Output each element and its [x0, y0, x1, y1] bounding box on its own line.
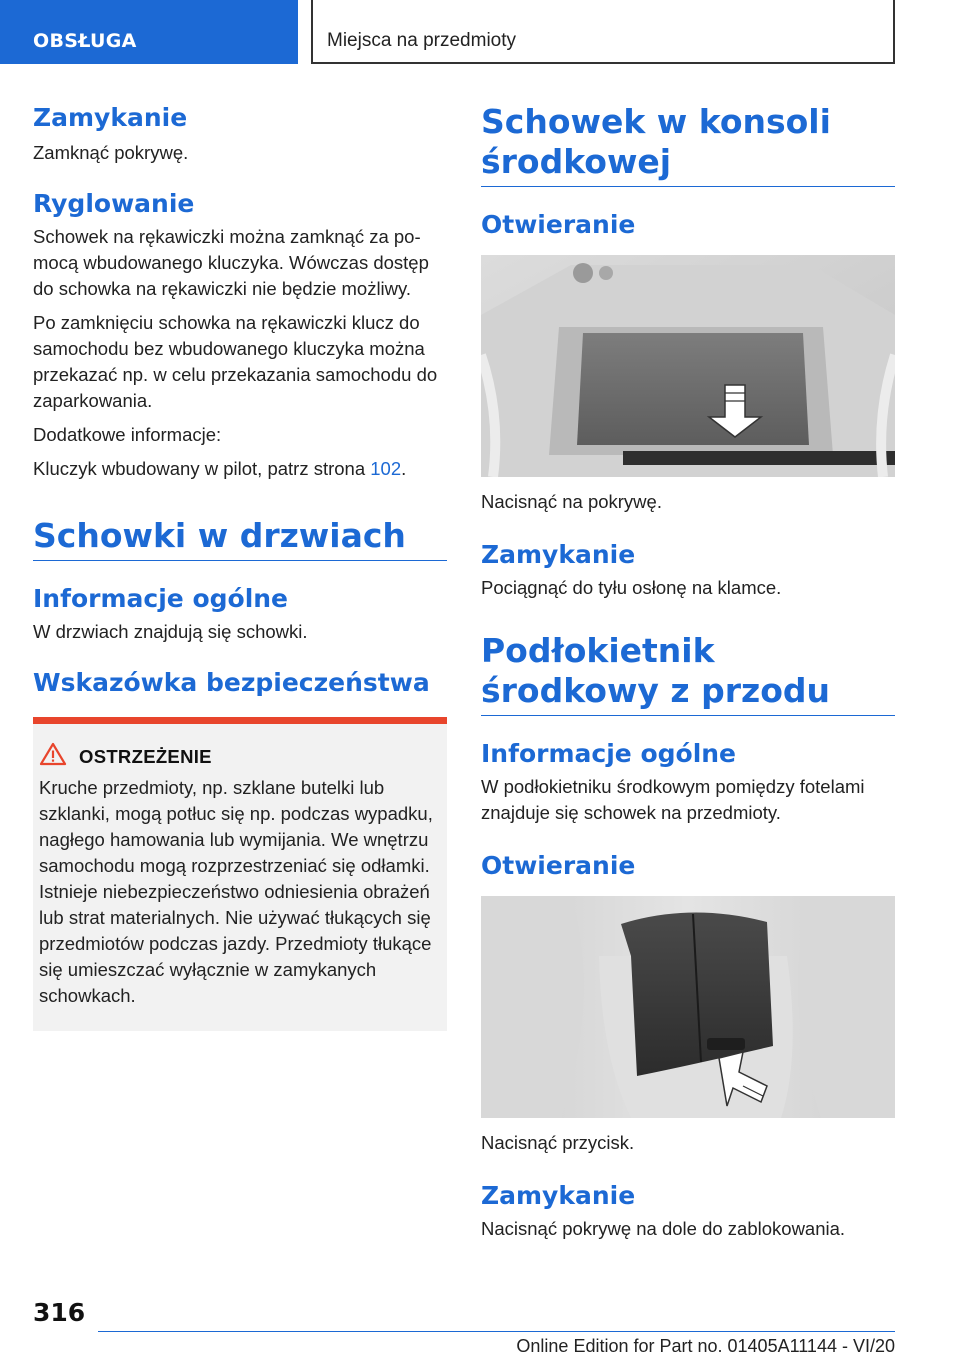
reference-line: [33, 456, 447, 482]
closing-console-text: Pociągnąć do tyłu osłonę na klamce.: [481, 577, 782, 598]
heading-opening: Otwieranie: [481, 210, 636, 239]
warning-box: [33, 717, 447, 1031]
opening-text: Nacisnąć na pokrywę.: [481, 491, 662, 512]
closing-text: Zamknąć pokrywę.: [33, 142, 189, 163]
footer-divider: [98, 1331, 895, 1332]
locking-paragraph-2: Po zamknięciu schowka na rękawiczki klucz do samochodu bez wbudowanego kluczyka można przekazać np. w celu przekazania samochodu do zaparkowania.: [33, 312, 438, 411]
heading-safety: Wskazówka bezpieczeństwa: [33, 668, 430, 697]
heading-armrest-closing: Zamykanie: [481, 1181, 636, 1210]
heading-armrest: Podłokietnik środkowy z przodu: [481, 631, 895, 716]
console-storage-image: [481, 255, 895, 477]
heading-closing: Zamykanie: [33, 103, 188, 132]
heading-armrest-info: Informacje ogólne: [481, 739, 737, 768]
page-link[interactable]: 102: [370, 458, 402, 479]
armrest-illustration: [481, 896, 895, 1118]
armrest-opening-text: Nacisnąć przycisk.: [481, 1132, 635, 1153]
left-column: [33, 102, 447, 1031]
heading-armrest-opening: Otwieranie: [481, 851, 636, 880]
heading-door-storage: Schowki w drzwiach: [33, 516, 447, 561]
warning-triangle-icon: [39, 742, 67, 771]
console-lid-illustration: [481, 255, 895, 477]
footer-edition: Online Edition for Part no. 01405A11144 - VI/20: [516, 1336, 895, 1356]
armrest-info-text: W podłokietniku środkowym pomiędzy fotelami znajduje się schowek na przedmioty.: [481, 776, 865, 823]
section-title: Miejsca na przedmioty: [311, 0, 895, 64]
door-info-text: W drzwiach znajdują się schowki.: [33, 621, 308, 642]
reference-suffix: .: [401, 458, 407, 479]
heading-console-storage: Schowek w konsoli środkowej: [481, 102, 895, 187]
locking-paragraph-1: Schowek na rękawiczki można zamknąć za pomocą wbudowanego kluczyka. Wówczas dostęp do schowka na rękawiczki nie będzie możliwy.: [33, 226, 429, 299]
right-column: [481, 102, 895, 1242]
reference-prefix: Kluczyk wbudowany w pilot, patrz strona: [33, 458, 371, 479]
warning-text: Kruche przedmioty, np. szklane butelki lub szklanki, mogą potłuc się np. podczas wypadku, nagłego hamowania lub wymijania. We wnętrzu samochodu mogą rozprzestrzeniać się odłamki. Istnieje niebezpieczeństwo odniesienia obrażeń lub strat materialnych. Nie używać tłukących się przedmiotów podczas jazdy. Przedmioty tłukące się umieszczać wyłącznie w zamykanych schowkach.: [39, 777, 433, 1006]
armrest-closing-text: Nacisnąć pokrywę na dole do zablokowania.: [481, 1218, 846, 1239]
chapter-tab: OBSŁUGA: [0, 0, 298, 64]
heading-door-info: Informacje ogólne: [33, 584, 289, 613]
heading-closing-console: Zamykanie: [481, 540, 636, 569]
extra-info-label: Dodatkowe informacje:: [33, 424, 222, 445]
armrest-image: [481, 896, 895, 1118]
warning-label: OSTRZEŻENIE: [79, 745, 212, 767]
page-number: 316: [33, 1298, 86, 1327]
heading-locking: Ryglowanie: [33, 189, 195, 218]
warning-header: [39, 742, 439, 771]
